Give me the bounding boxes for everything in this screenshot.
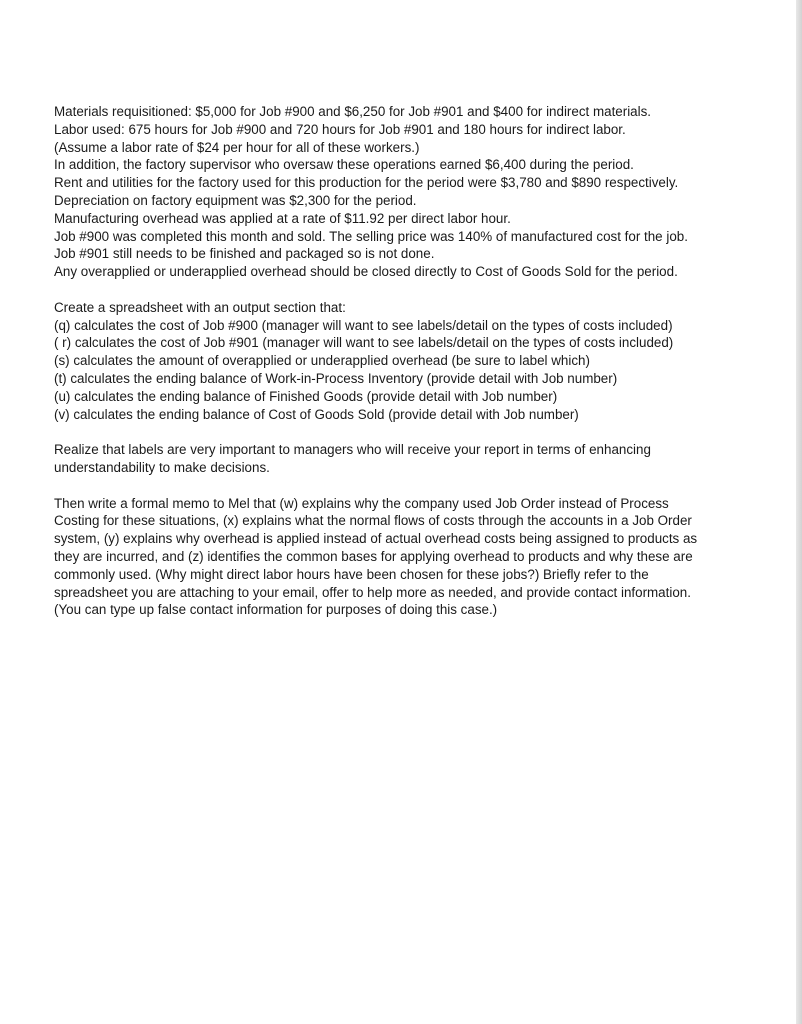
memo-line: system, (y) explains why overhead is applied instead of actual overhead costs being assigned to products as	[54, 531, 698, 547]
fact-line: Job #901 still needs to be finished and packaged so is not done.	[54, 246, 435, 262]
fact-line: In addition, the factory supervisor who oversaw these operations earned $6,400 during the period.	[54, 157, 634, 173]
paragraph-spacer	[54, 281, 754, 299]
page-edge-shadow	[796, 0, 802, 1024]
fact-line: Job #900 was completed this month and sold. The selling price was 140% of manufactured cost for the job.	[54, 228, 688, 244]
document-body	[54, 103, 754, 619]
labels-note-paragraph	[54, 441, 754, 477]
fact-line: Materials requisitioned: $5,000 for Job #900 and $6,250 for Job #901 and $400 for indirect materials.	[54, 104, 652, 119]
memo-instructions-paragraph	[54, 495, 754, 620]
fact-line: Rent and utilities for the factory used for this production for the period were $3,780 and $890 respectively.	[54, 175, 679, 191]
fact-line: Depreciation on factory equipment was $2,300 for the period.	[54, 192, 417, 208]
note-line: understandability to make decisions.	[54, 459, 270, 475]
requirement-item-v: (v) calculates the ending balance of Cost of Goods Sold (provide detail with Job number)	[54, 406, 579, 422]
memo-line: Then write a formal memo to Mel that (w) explains why the company used Job Order instead of Process	[54, 495, 669, 511]
memo-line: they are incurred, and (z) identifies the common bases for applying overhead to products and why these are	[54, 548, 693, 564]
memo-line: (You can type up false contact information for purposes of doing this case.)	[54, 602, 498, 618]
fact-line: Labor used: 675 hours for Job #900 and 720 hours for Job #901 and 180 hours for indirect labor.	[54, 121, 626, 137]
note-line: Realize that labels are very important to managers who will receive your report in terms of enhancing	[54, 442, 651, 458]
facts-paragraph	[54, 103, 754, 281]
spreadsheet-intro: Create a spreadsheet with an output section that:	[54, 299, 346, 315]
paragraph-spacer	[54, 477, 754, 495]
requirement-item-q: (q) calculates the cost of Job #900 (manager will want to see labels/detail on the types of costs included)	[54, 317, 673, 333]
requirement-item-s: (s) calculates the amount of overapplied or underapplied overhead (be sure to label which)	[54, 353, 590, 369]
fact-line: (Assume a labor rate of $24 per hour for all of these workers.)	[54, 139, 420, 155]
memo-line: spreadsheet you are attaching to your email, offer to help more as needed, and provide contact information.	[54, 584, 691, 600]
fact-line: Manufacturing overhead was applied at a rate of $11.92 per direct labor hour.	[54, 210, 511, 226]
fact-line: Any overapplied or underapplied overhead should be closed directly to Cost of Goods Sold for the period.	[54, 264, 678, 280]
memo-line: commonly used. (Why might direct labor hours have been chosen for these jobs?) Briefly refer to the	[54, 566, 649, 582]
spreadsheet-requirements	[54, 299, 754, 424]
requirement-item-t: (t) calculates the ending balance of Work-in-Process Inventory (provide detail with Job number)	[54, 370, 618, 386]
memo-line: Costing for these situations, (x) explains what the normal flows of costs through the accounts in a Job Order	[54, 513, 692, 529]
requirement-item-r: ( r) calculates the cost of Job #901 (manager will want to see labels/detail on the types of costs included)	[54, 335, 674, 351]
paragraph-spacer	[54, 423, 754, 441]
requirement-item-u: (u) calculates the ending balance of Finished Goods (provide detail with Job number)	[54, 388, 558, 404]
